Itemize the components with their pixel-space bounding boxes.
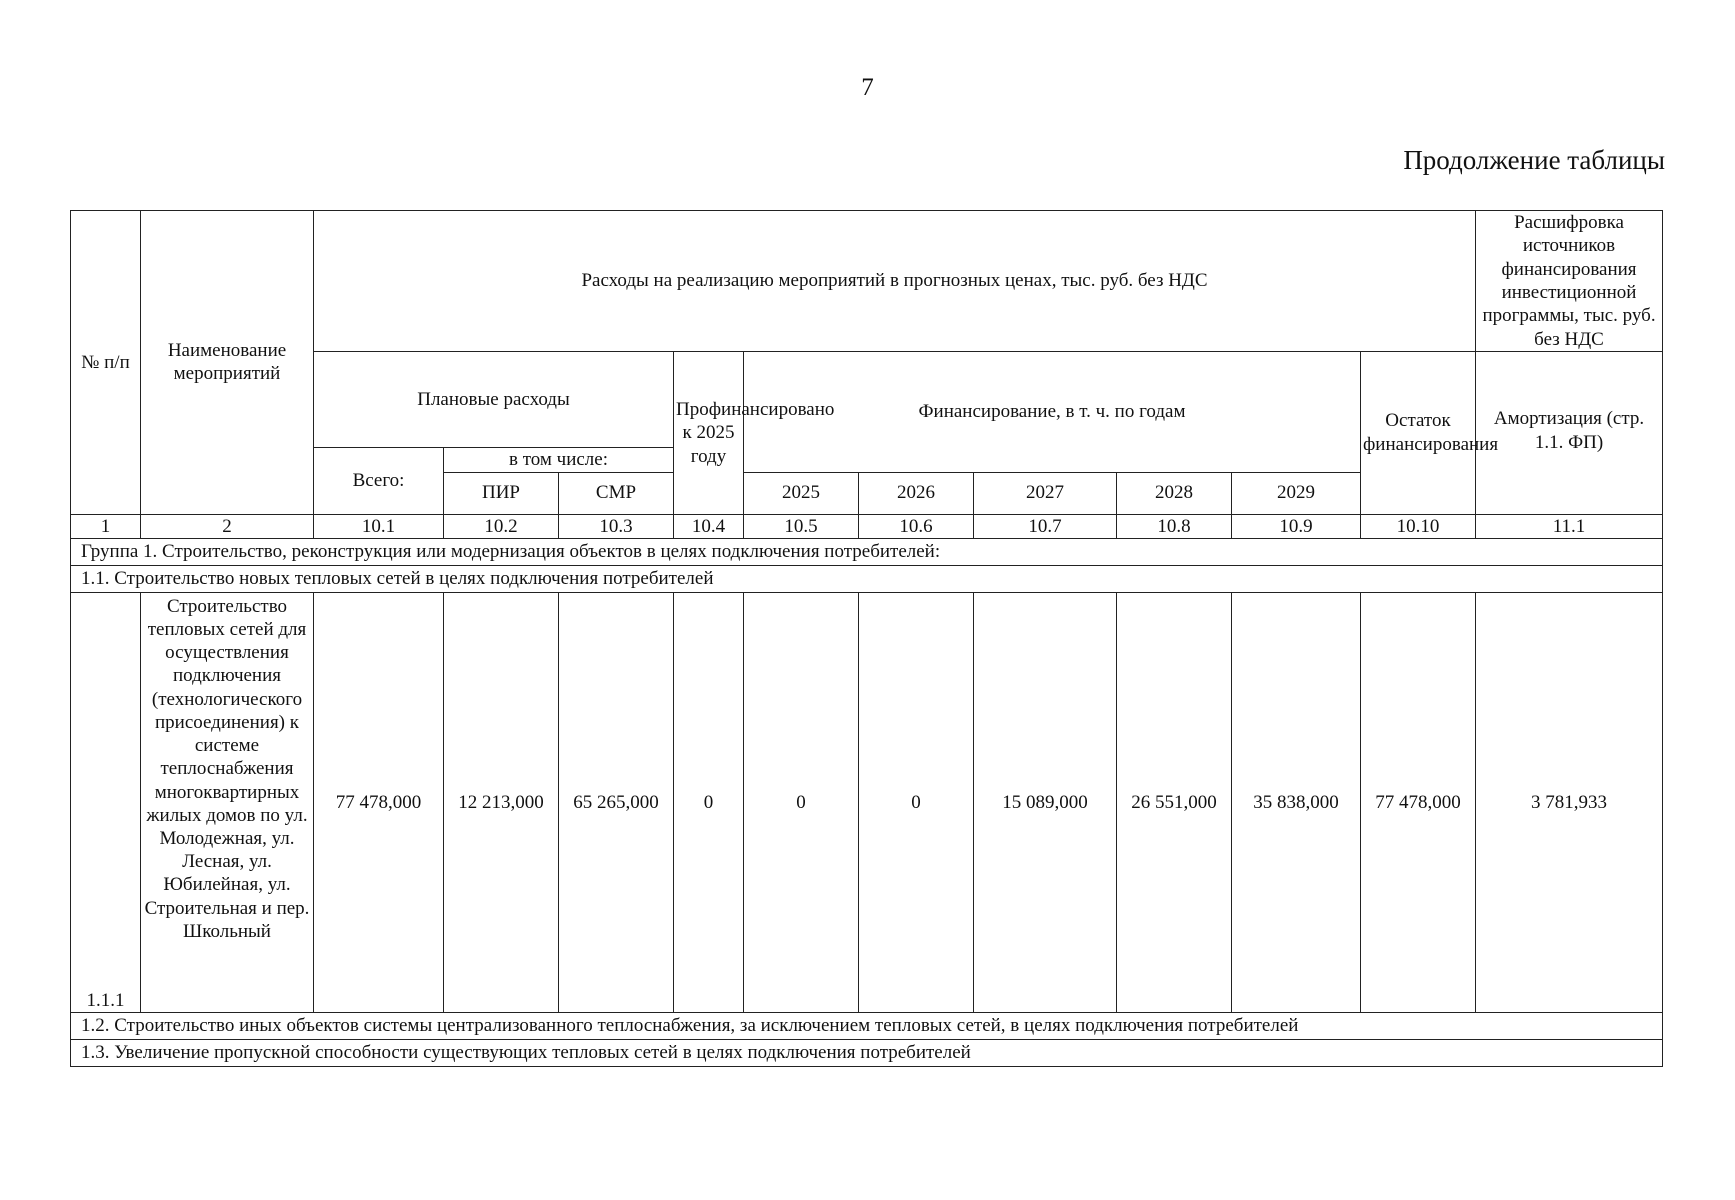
header-year-2028: 2028 <box>1117 472 1232 514</box>
header-planned: Плановые расходы <box>314 352 674 448</box>
header-year-2025: 2025 <box>744 472 859 514</box>
header-year-2027: 2027 <box>974 472 1117 514</box>
cell-pir: 12 213,000 <box>444 592 559 1012</box>
column-index: 10.4 <box>674 514 744 538</box>
cell-total: 77 478,000 <box>314 592 444 1012</box>
cell-amortization: 3 781,933 <box>1476 592 1663 1012</box>
header-expenses: Расходы на реализацию мероприятий в прогнозных ценах, тыс. руб. без НДС <box>314 211 1476 352</box>
cell-remaining: 77 478,000 <box>1361 592 1476 1012</box>
investment-table <box>70 210 1663 1067</box>
header-smr: СМР <box>559 472 674 514</box>
column-index: 10.6 <box>859 514 974 538</box>
group-1-title: Группа 1. Строительство, реконструкция или модернизация объектов в целях подключения потребителей: <box>71 538 1663 565</box>
cell-2025: 0 <box>744 592 859 1012</box>
column-index: 10.8 <box>1117 514 1232 538</box>
column-index: 10.10 <box>1361 514 1476 538</box>
header-remaining: Остаток финансирования <box>1361 352 1476 514</box>
row-name: Строительство тепловых сетей для осуществления подключения (технологического присоединения) к системе теплоснабжения многоквартирных жилых домов по ул. Молодежная, ул. Лесная, ул. Юбилейная, ул. Строительная и пер. Школьный <box>141 592 314 1012</box>
header-num: № п/п <box>71 211 141 515</box>
cell-2027: 15 089,000 <box>974 592 1117 1012</box>
section-1-1-title: 1.1. Строительство новых тепловых сетей в целях подключения потребителей <box>71 565 1663 592</box>
header-amortization: Амортизация (стр. 1.1. ФП) <box>1476 352 1663 514</box>
cell-2028: 26 551,000 <box>1117 592 1232 1012</box>
column-index: 1 <box>71 514 141 538</box>
page-number: 7 <box>861 74 874 101</box>
cell-smr: 65 265,000 <box>559 592 674 1012</box>
column-index: 11.1 <box>1476 514 1663 538</box>
header-pir: ПИР <box>444 472 559 514</box>
section-1-3-title: 1.3. Увеличение пропускной способности существующих тепловых сетей в целях подключения потребителей <box>71 1039 1663 1066</box>
cell-2026: 0 <box>859 592 974 1012</box>
continuation-label: Продолжение таблицы <box>1403 145 1665 175</box>
column-index: 10.3 <box>559 514 674 538</box>
header-sources: Расшифровка источников финансирования инвестиционной программы, тыс. руб. без НДС <box>1476 211 1663 352</box>
section-1-2-title: 1.2. Строительство иных объектов системы централизованного теплоснабжения, за исключением тепловых сетей, в целях подключения потребителей <box>71 1012 1663 1039</box>
column-index: 10.2 <box>444 514 559 538</box>
header-year-2029: 2029 <box>1232 472 1361 514</box>
column-index: 10.7 <box>974 514 1117 538</box>
header-including: в том числе: <box>444 448 674 472</box>
column-index: 2 <box>141 514 314 538</box>
column-index: 10.5 <box>744 514 859 538</box>
header-total: Всего: <box>314 448 444 514</box>
column-index: 10.9 <box>1232 514 1361 538</box>
column-index: 10.1 <box>314 514 444 538</box>
header-financing: Финансирование, в т. ч. по годам <box>744 352 1361 472</box>
header-name: Наименование мероприятий <box>141 211 314 515</box>
header-year-2026: 2026 <box>859 472 974 514</box>
row-number: 1.1.1 <box>71 592 141 1012</box>
cell-prefinanced: 0 <box>674 592 744 1012</box>
cell-2029: 35 838,000 <box>1232 592 1361 1012</box>
header-prefinanced: Профинансировано к 2025 году <box>674 352 744 514</box>
